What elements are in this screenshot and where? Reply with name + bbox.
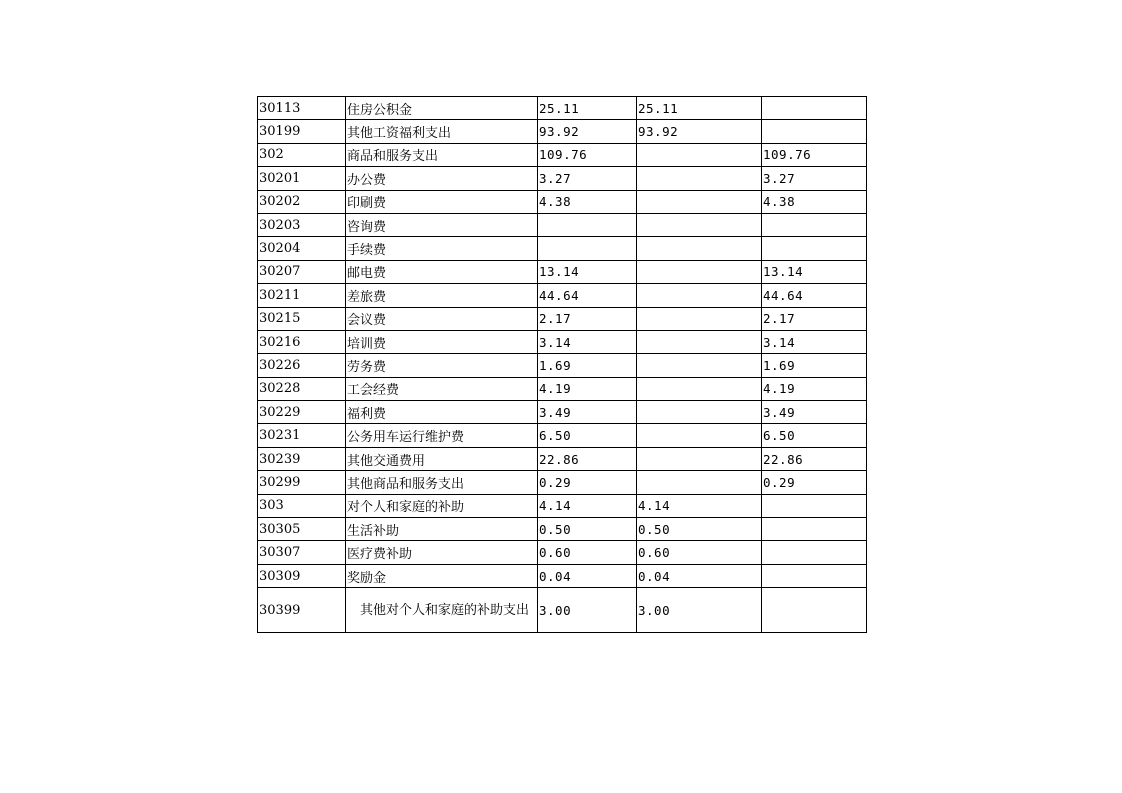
cell-total: 93.92 [538, 120, 637, 143]
cell-basic: 0.50 [637, 518, 762, 541]
table-row [258, 354, 867, 377]
cell-code: 30299 [258, 471, 346, 494]
table-row [258, 518, 867, 541]
table-row [258, 190, 867, 213]
cell-total: 4.19 [538, 377, 637, 400]
table-row [258, 167, 867, 190]
cell-name: 邮电费 [346, 260, 538, 283]
cell-project [762, 120, 867, 143]
cell-project [762, 213, 867, 236]
cell-basic [637, 307, 762, 330]
cell-project: 0.29 [762, 471, 867, 494]
cell-name: 公务用车运行维护费 [346, 424, 538, 447]
cell-name: 其他工资福利支出 [346, 120, 538, 143]
cell-basic [637, 354, 762, 377]
table-row [258, 471, 867, 494]
cell-total: 0.29 [538, 471, 637, 494]
cell-code: 30229 [258, 401, 346, 424]
cell-name: 住房公积金 [346, 97, 538, 120]
cell-project: 3.27 [762, 167, 867, 190]
cell-total: 0.50 [538, 518, 637, 541]
cell-project [762, 494, 867, 517]
cell-project [762, 518, 867, 541]
cell-name: 手续费 [346, 237, 538, 260]
table-row [258, 307, 867, 330]
cell-code: 30228 [258, 377, 346, 400]
cell-name: 差旅费 [346, 284, 538, 307]
table-row [258, 143, 867, 166]
cell-basic [637, 167, 762, 190]
cell-project: 109.76 [762, 143, 867, 166]
cell-name: 其他商品和服务支出 [346, 471, 538, 494]
cell-code: 30207 [258, 260, 346, 283]
cell-total: 3.49 [538, 401, 637, 424]
cell-basic: 93.92 [637, 120, 762, 143]
cell-code: 30199 [258, 120, 346, 143]
cell-basic [637, 401, 762, 424]
cell-total: 0.60 [538, 541, 637, 564]
cell-code: 30305 [258, 518, 346, 541]
cell-code: 30204 [258, 237, 346, 260]
cell-total [538, 213, 637, 236]
cell-code: 30201 [258, 167, 346, 190]
cell-project: 2.17 [762, 307, 867, 330]
cell-project [762, 541, 867, 564]
cell-project: 22.86 [762, 447, 867, 470]
cell-project: 6.50 [762, 424, 867, 447]
cell-name: 其他对个人和家庭的补助支出 [346, 588, 538, 633]
cell-project: 44.64 [762, 284, 867, 307]
cell-basic [637, 330, 762, 353]
cell-project: 1.69 [762, 354, 867, 377]
cell-basic: 0.60 [637, 541, 762, 564]
table-row [258, 284, 867, 307]
cell-code: 30399 [258, 588, 346, 633]
cell-name: 培训费 [346, 330, 538, 353]
cell-name: 印刷费 [346, 190, 538, 213]
cell-basic: 4.14 [637, 494, 762, 517]
cell-project: 4.38 [762, 190, 867, 213]
cell-total: 1.69 [538, 354, 637, 377]
cell-name: 咨询费 [346, 213, 538, 236]
cell-project [762, 588, 867, 633]
cell-total: 109.76 [538, 143, 637, 166]
cell-total: 3.00 [538, 588, 637, 633]
cell-name: 劳务费 [346, 354, 538, 377]
cell-project: 3.14 [762, 330, 867, 353]
cell-code: 303 [258, 494, 346, 517]
budget-table [257, 96, 867, 633]
cell-project: 4.19 [762, 377, 867, 400]
cell-code: 30239 [258, 447, 346, 470]
cell-code: 30211 [258, 284, 346, 307]
table-row [258, 97, 867, 120]
cell-name: 奖励金 [346, 564, 538, 587]
cell-project [762, 97, 867, 120]
cell-name: 生活补助 [346, 518, 538, 541]
cell-name: 会议费 [346, 307, 538, 330]
cell-basic [637, 143, 762, 166]
table-row [258, 330, 867, 353]
cell-basic [637, 424, 762, 447]
cell-total: 4.14 [538, 494, 637, 517]
cell-code: 30203 [258, 213, 346, 236]
cell-total: 25.11 [538, 97, 637, 120]
table-row [258, 564, 867, 587]
budget-table-body [258, 97, 867, 633]
cell-basic: 25.11 [637, 97, 762, 120]
cell-basic [637, 447, 762, 470]
cell-name: 商品和服务支出 [346, 143, 538, 166]
table-row [258, 120, 867, 143]
table-row [258, 541, 867, 564]
table-row [258, 237, 867, 260]
cell-basic [637, 284, 762, 307]
cell-total: 2.17 [538, 307, 637, 330]
table-row [258, 377, 867, 400]
cell-code: 302 [258, 143, 346, 166]
cell-total: 0.04 [538, 564, 637, 587]
cell-code: 30231 [258, 424, 346, 447]
cell-basic [637, 377, 762, 400]
cell-total: 6.50 [538, 424, 637, 447]
cell-basic [637, 237, 762, 260]
cell-project: 13.14 [762, 260, 867, 283]
table-row [258, 213, 867, 236]
table-row [258, 494, 867, 517]
cell-code: 30226 [258, 354, 346, 377]
table-row [258, 401, 867, 424]
cell-total: 22.86 [538, 447, 637, 470]
cell-basic [637, 213, 762, 236]
cell-code: 30216 [258, 330, 346, 353]
cell-total [538, 237, 637, 260]
cell-basic [637, 471, 762, 494]
cell-project [762, 564, 867, 587]
cell-basic: 0.04 [637, 564, 762, 587]
cell-project: 3.49 [762, 401, 867, 424]
table-row [258, 447, 867, 470]
cell-code: 30113 [258, 97, 346, 120]
cell-name: 对个人和家庭的补助 [346, 494, 538, 517]
cell-total: 13.14 [538, 260, 637, 283]
cell-code: 30202 [258, 190, 346, 213]
cell-total: 3.14 [538, 330, 637, 353]
cell-total: 3.27 [538, 167, 637, 190]
cell-name: 其他交通费用 [346, 447, 538, 470]
cell-code: 30215 [258, 307, 346, 330]
cell-basic [637, 260, 762, 283]
cell-code: 30309 [258, 564, 346, 587]
cell-code: 30307 [258, 541, 346, 564]
table-row [258, 260, 867, 283]
cell-total: 44.64 [538, 284, 637, 307]
table-row [258, 588, 867, 633]
cell-basic [637, 190, 762, 213]
cell-project [762, 237, 867, 260]
cell-basic: 3.00 [637, 588, 762, 633]
cell-name: 医疗费补助 [346, 541, 538, 564]
cell-name: 福利费 [346, 401, 538, 424]
table-row [258, 424, 867, 447]
cell-name: 办公费 [346, 167, 538, 190]
cell-total: 4.38 [538, 190, 637, 213]
cell-name: 工会经费 [346, 377, 538, 400]
